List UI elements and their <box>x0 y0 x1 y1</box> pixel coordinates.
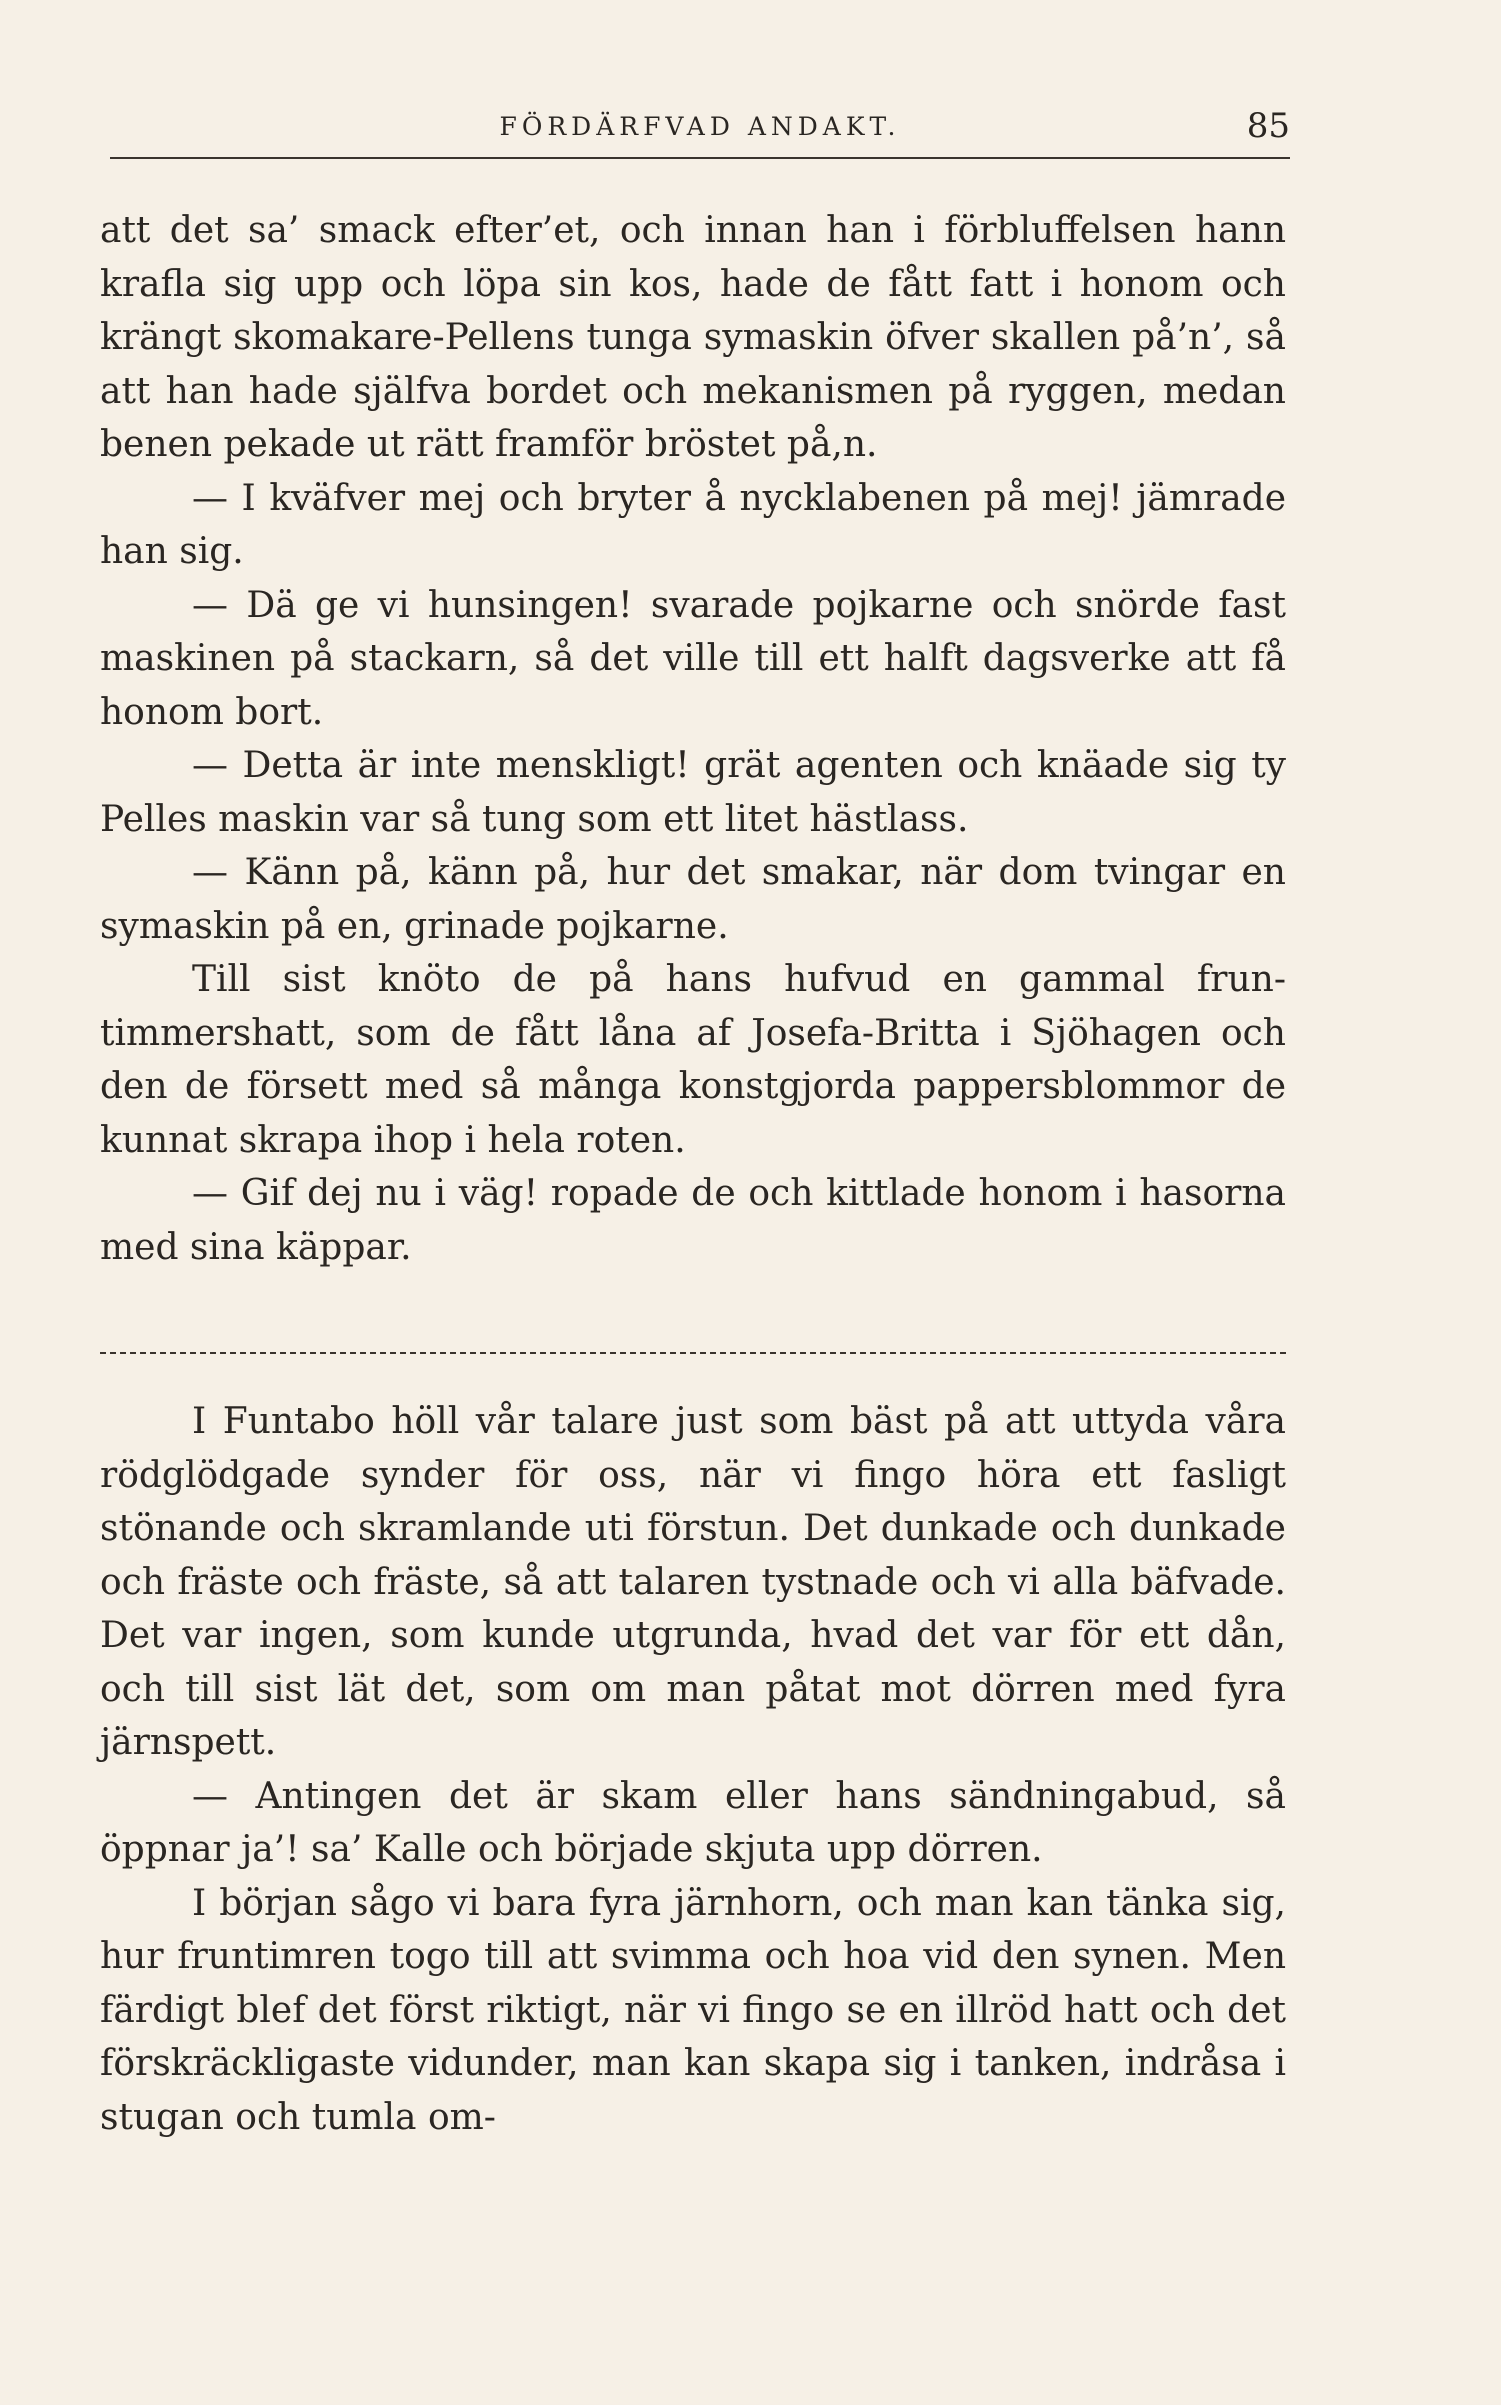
running-head <box>110 106 1290 160</box>
section-break-dashes <box>100 1352 1286 1354</box>
paragraph: Till sist knöto de på hans hufvud en gammal fruntimmershatt, som de fått låna af Josefa-Britta i Sjöhagen och den de försett med så många konstgjorda pappersblommor de kunnat skrapa ihop i hela roten. <box>100 959 1286 1161</box>
paragraph: — Detta är inte menskligt! grät agenten och knäade sig ty Pelles maskin var så tung som ett litet hästlass. <box>100 745 1286 840</box>
section-one <box>100 204 1286 1274</box>
paragraph: — I kväfver mej och bryter å nycklabenen på mej! jämrade han sig. <box>100 477 1286 572</box>
paragraph: — Gif dej nu i väg! ropade de och kittlade honom i hasorna med sina käppar. <box>100 1173 1286 1268</box>
running-title: FÖRDÄRFVAD ANDAKT. <box>499 112 901 141</box>
paragraph: att det sa’ smack efter’et, och innan han i förbluffelsen hann krafla sig upp och löpa sin kos, hade de fått fatt i honom och krängt skomakare-Pellens tunga symaskin öfver skallen på’n’, så att han hade själfva bordet och mekanismen på ryggen, medan benen pekade ut rätt framför bröstet på,n. <box>100 210 1286 465</box>
page-number: 85 <box>1246 106 1290 146</box>
paragraph: I början sågo vi bara fyra järnhorn, och man kan tänka sig, hur fruntimren togo till att svimma och hoa vid den synen. Men färdigt blef det först riktigt, när vi fingo se en illröd hatt och det förskräckligaste vidunder, man kan skapa sig i tanken, indråsa i stugan och tumla om- <box>100 1882 1286 2138</box>
paragraph: I Funtabo höll vår talare just som bäst på att uttyda våra rödglödgade synder för oss, när vi fingo höra ett fasligt stönande och skramlande uti förstun. Det dunkade och dunkade och fräste och fräste, så att talaren tystnade och vi alla bäfvade. Det var ingen, som kunde utgrunda, hvad det var för ett dån, och till sist lät det, som om man påtat mot dörren med fyra järnspett. <box>100 1401 1286 1763</box>
paragraph: — Dä ge vi hunsingen! svarade pojkarne och snörde fast maskinen på stackarn, så det ville till ett halft dagsverke att få honom bort. <box>100 584 1286 733</box>
section-two <box>100 1395 1286 2144</box>
header-rule <box>110 157 1290 159</box>
paragraph: — Känn på, känn på, hur det smakar, när dom tvingar en symaskin på en, grinade pojkarne. <box>100 852 1286 947</box>
paragraph: — Antingen det är skam eller hans sändningabud, så öppnar ja’! sa’ Kalle och började skjuta upp dörren. <box>100 1775 1286 1870</box>
